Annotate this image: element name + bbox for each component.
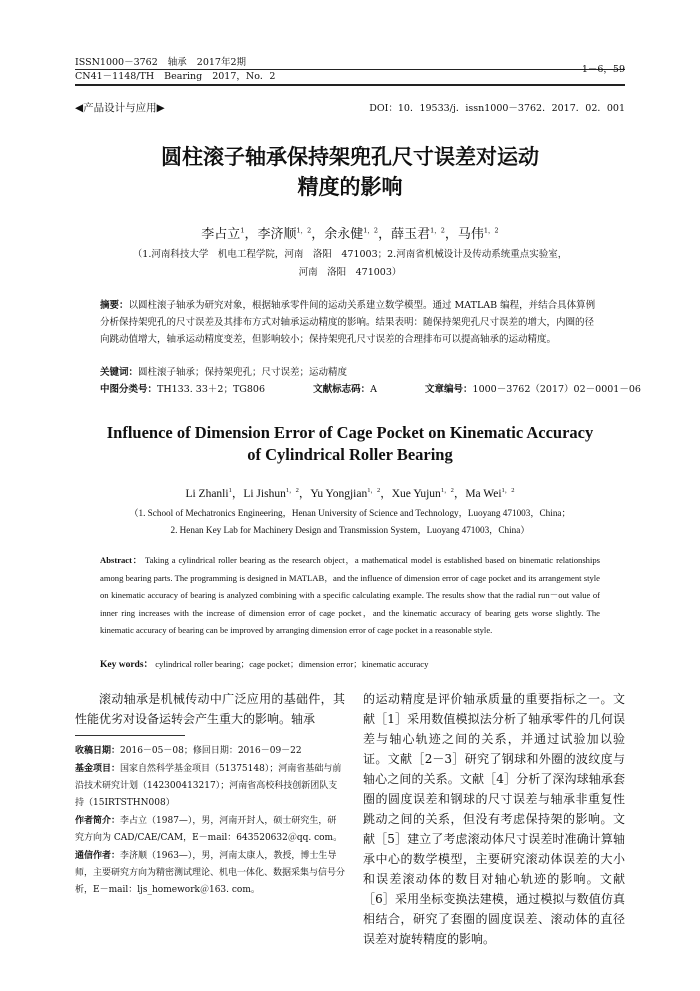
author-separator: ， [380,488,392,500]
header-line-2 [75,70,285,83]
author-name: Yu Yongjian [310,488,368,500]
fund-value: 国家自然科学基金项目（51375148）；河南省基础与前沿技术研究计划（142300413217）；河南省高校科技创新团队支持（15IRTSTHN008） [75,764,342,808]
author-affiliation-mark: 1，2 [367,487,381,495]
keywords-en-text: cylindrical roller bearing；cage pocket；dimension error；kinematic accuracy [155,659,429,669]
affiliation-en-line-1: （1. School of Mechatronics Engineering，Henan University of Science and Technology，Luoyang 471003，China； [129,508,571,518]
author-name: 李济顺 [257,227,297,242]
article-number-label: 文章编号： [425,384,473,395]
corresponding-value: 李济顺（1963—），男，河南太康人，教授，博士生导师，主要研究方向为精密测试理论、机电一体化、数据采集与信号分析，E－mail：ljs_homework＠163. com。 [75,851,346,895]
author-name: 李占立 [201,227,241,242]
article-number-value: 1000－3762（2017）02－0001－06 [472,384,641,395]
keywords-cn-label: 关键词： [100,367,139,378]
author-name: Ma Wei [465,488,502,500]
clc-label: 中图分类号： [100,384,158,395]
author-affiliation-mark: 1，2 [296,226,312,235]
author-affiliation-mark: 1，2 [483,226,499,235]
classification-line [100,381,641,398]
keywords-en-label: Key words： [100,660,154,670]
author-name: 马伟 [457,227,484,242]
fund-label: 基金项目： [75,764,121,774]
journal-en: Bearing [164,71,203,82]
author-affiliation-mark: 1，2 [430,226,445,235]
body-left-column: 滚动轴承是机械传动中广泛应用的基础件，其性能优劣对设备运转会产生重大的影响。轴承 [75,692,345,726]
author-bio-label: 作者简介： [75,816,121,826]
footnote-fund [75,761,345,812]
author-separator: ， [444,227,458,242]
footnote-rule [75,735,185,736]
doccode-value: A [370,384,377,395]
footnote-dates [75,743,345,760]
header-line-1 [75,56,256,69]
keywords-cn-text: 圆柱滚子轴承；保持架兜孔；尺寸误差；运动精度 [138,367,348,378]
title-en-line-2: of Cylindrical Roller Bearing [247,445,453,464]
author-affiliation-mark: 1，2 [285,487,299,495]
author-bio-value: 李占立（1987—），男，河南开封人，硕士研究生，研究方向为 CAD/CAE/CAM，E－mail：643520632＠qq. com。 [75,816,343,843]
footnote [75,743,345,900]
abstract-cn-text: 以圆柱滚子轴承为研究对象，根据轴承零件间的运动关系建立数学模型。通过 MATLAB 编程，并结合具体算例分析保持架兜孔的尺寸误差及其排布方式对轴承运动精度的影响。结果表明：随保持架兜孔尺寸误差的增大，内圈的径向跳动值增大，轴承运动精度变差，但影响较小；保持架兜孔尺寸误差的合理排布可以提高轴承的运动精度。 [100,300,596,345]
authors-cn [75,223,625,242]
doccode-label: 文献标志码： [313,384,371,395]
author-separator: ， [298,488,311,500]
cn-number: CN41－1148/TH [75,71,155,82]
author-separator: ， [378,227,392,242]
footnote-author [75,813,345,847]
affiliation-cn-line-1: （1.河南科技大学 机电工程学院，河南 洛阳 471003；2.河南省机械设计及传动系统重点实验室， [132,249,568,260]
abstract-en [100,552,600,640]
footnote-corresponding [75,848,345,899]
authors-en [75,485,625,501]
title-cn-line-2: 精度的影响 [297,174,403,199]
corresponding-label: 通信作者： [75,851,121,861]
issn: ISSN1000－3762 [75,57,158,68]
author-separator: ， [311,227,325,242]
clc-value: TH133. 33＋2；TG806 [157,384,265,395]
affiliation-cn-line-2: 河南 洛阳 471003） [298,267,402,278]
abstract-en-label: Abstract： [100,555,143,565]
issue-cn: 2017年2期 [196,57,247,68]
author-separator: ， [244,227,258,242]
affiliation-en-line-2: 2. Henan Key Lab for Machinery Design and Transmission System，Luoyang 471003，China） [170,525,530,535]
body-right-column: 的运动精度是评价轴承质量的重要指标之一。文献［1］采用数值模拟法分析了轴承零件的几何误差与轴心轨迹之间的关系，并通过试验加以验证。文献［2－3］研究了钢球和外圈的波纹度与轴心之间的关系。文献［4］分析了深沟球轴承套圈的圆度误差和钢球的尺寸误差与轴承非重复性跳动之间的关系，但没有考虑保持架的影响。文献［5］建立了考虑滚动体尺寸误差时准确计算轴承中心的数学模型，主要研究滚动体误差的大小和误差滚动体的数目对轴心轨迹的影响。文献［6］采用坐标变换法建模，通过模拟与数值仿真相结合，研究了套圈的圆度误差、滚动体的直径误差对旋转精度的影响。 [363,692,625,946]
title-cn-line-1: 圆柱滚子轴承保持架兜孔尺寸误差对运动 [161,144,539,169]
author-affiliation-mark: 1，2 [363,226,379,235]
section-tag: ◀产品设计与应用▶ [75,102,165,114]
page-range: 1－6，59 [581,64,625,75]
keywords-cn [100,364,600,381]
doi: DOI：10．19533/j．issn1000－3762．2017．02．001 [369,103,625,114]
author-affiliation-mark: 1，2 [440,487,454,495]
dates-label: 收稿日期： [75,746,121,756]
author-separator: ， [453,488,466,500]
author-affiliation-mark: 1 [228,487,232,495]
author-name: Li Zhanli [185,488,229,500]
author-affiliation-mark: 1，2 [501,487,515,495]
journal-cn: 轴承 [167,57,187,68]
abstract-cn-label: 摘要： [100,300,129,311]
author-name: 薛玉君 [391,227,431,242]
author-name: Li Jishun [243,488,286,500]
title-en-line-1: Influence of Dimension Error of Cage Pocket on Kinematic Accuracy [106,423,594,442]
header-rule [75,84,625,86]
author-affiliation-mark: 1 [240,226,245,235]
issue-en: 2017，No．2 [212,71,276,82]
keywords-en [100,656,600,675]
author-name: 余永健 [324,227,364,242]
abstract-cn [100,297,600,348]
dates-value: 2016－05－08；修回日期：2016－09－22 [120,746,302,756]
abstract-en-text: Taking a cylindrical roller bearing as the research object，a mathematical model is established based on binematic relationships among bearing parts. The programming is designed in MATLAB，and the influence of dimension error of cage pocket and its arrangement style on kinematic accuracy of bearing is analyzed combining with a specific calculating example. The results show that the radial run－out value of inner ring increases with the increase of dimension error of cage pocket，and the kinematic accuracy of bearing gets worse slightly. The kinematic accuracy of bearing can be improved by arranging dimension error of cage pocket in a reasonable style. [100,555,601,636]
author-name: Xue Yujun [391,488,441,500]
author-separator: ， [231,488,244,500]
